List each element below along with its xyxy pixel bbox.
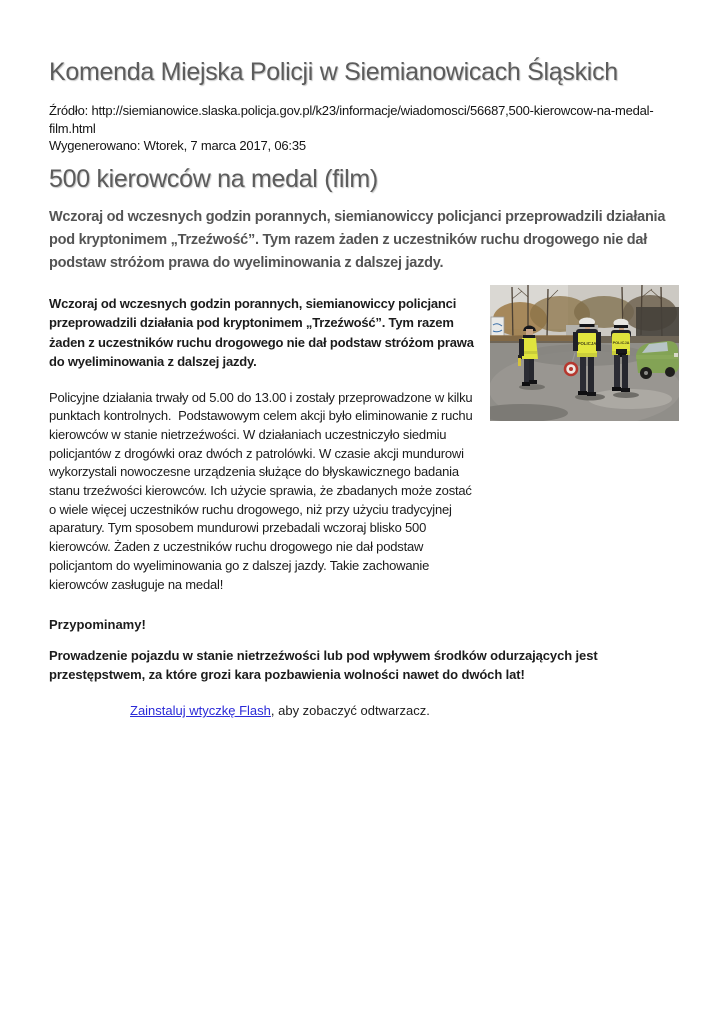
site-title: Komenda Miejska Policji w Siemianowicach Śląskich xyxy=(49,58,618,86)
photo-structure xyxy=(636,307,679,337)
flash-plugin-link[interactable]: Zainstaluj wtyczkę Flash xyxy=(130,703,271,719)
article-columns xyxy=(49,285,677,595)
article-title: 500 kierowców na medal (film) xyxy=(49,164,378,193)
source-line: Źródło: http://siemianowice.slaska.policja.gov.pl/k23/informacje/wiadomosci/56687,500-kierowcow-na-medal-film.html xyxy=(49,103,654,136)
generated-line: Wygenerowano: Wtorek, 7 marca 2017, 06:35 xyxy=(49,138,306,153)
photo-vest-text: POLICJA xyxy=(577,340,597,346)
article-body: Policyjne działania trwały od 5.00 do 13.00 i zostały przeprowadzone w kilku punktach kontrolnych. Podstawowym celem akcji było eliminowanie z ruchu kierowców w stanie nietrzeźwości. W działaniach uczestniczyło siedmiu policjantów z drogówki oraz dwóch z patrolówki. W czasie akcji mundurowi wykorzystali nowoczesne urządzenia służące do błyskawicznego badania stanu trzeźwości kierowców. Ich użycie sprawia, że zbadanych może zostać o wiele więcej uczestników ruchu drogowego, niż przy użyciu tradycyjnej aparatury. Tym sposobem mundurowi przebadali wczoraj blisko 500 kierowców. Żaden z uczestników ruchu drogowego nie dał podstaw policjantom do wyeliminowania go z dalszej jazdy. Takie zachowanie kierowców zasługuje na medal! xyxy=(49,389,473,592)
article-intro-bold: Wczoraj od wczesnych godzin porannych, siemianowiccy policjanci przeprowadzili działania pod kryptonimem „Trzeźwość”. Tym razem żaden z uczestników ruchu drogowego nie dał podstaw stróżom prawa do wyeliminowania z dalszej jazdy. xyxy=(49,295,474,369)
article-lead: Wczoraj od wczesnych godzin porannych, siemianowiccy policjanci przeprowadzili działania pod kryptonimem „Trzeźwość”. Tym razem żaden z uczestników ruchu drogowego nie dał podstaw stróżom prawa do wyeliminowania z dalszej jazdy. xyxy=(49,208,666,271)
flash-notice-suffix: , aby zobaczyć odtwarzacz. xyxy=(270,703,430,719)
flash-notice xyxy=(130,703,677,718)
article-text-column xyxy=(49,285,490,595)
article-photo xyxy=(490,285,679,421)
photo-vest-text: POLICJA xyxy=(612,339,630,345)
reminder-text: Prowadzenie pojazdu w stanie nietrzeźwości lub pod wpływem środków odurzających jest przestępstwem, za które grozi kara pozbawienia wolności nawet do dwóch lat! xyxy=(49,648,598,683)
reminder-heading: Przypominamy! xyxy=(49,617,146,633)
